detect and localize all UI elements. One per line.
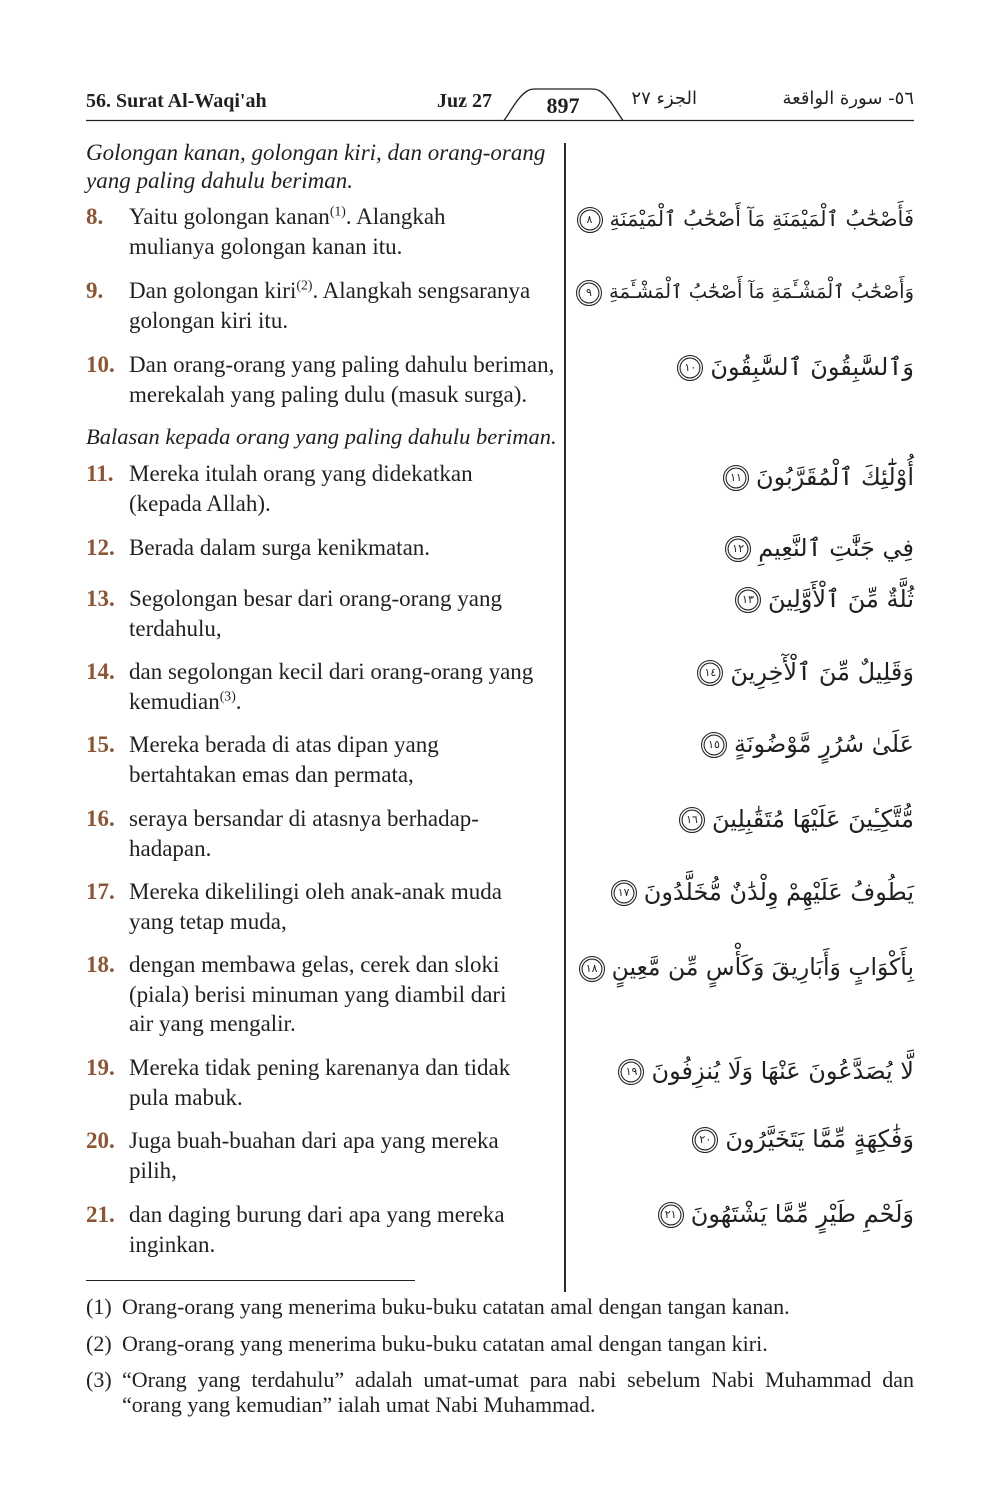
translation-line bbox=[129, 687, 558, 717]
translation-line: hadapan. bbox=[129, 835, 212, 861]
translation-line bbox=[129, 202, 558, 232]
translation bbox=[129, 1200, 558, 1259]
ayah-end-marker: ١٧ bbox=[611, 880, 637, 906]
footnote-text bbox=[122, 1294, 914, 1319]
footnote-1 bbox=[86, 1294, 914, 1319]
arabic-text: عَلَىٰ سُرُرٍ مَّوْضُونَةٍ bbox=[733, 730, 914, 758]
section-heading-line: yang paling dahulu beriman. bbox=[86, 168, 354, 193]
verse-12 bbox=[86, 533, 558, 563]
footnote-text bbox=[122, 1367, 914, 1417]
ayah-end-marker: ٩ bbox=[576, 280, 602, 306]
translation bbox=[129, 950, 558, 1039]
translation-text: . Alangkah sengsaranya bbox=[312, 278, 531, 303]
arabic-verse-11 bbox=[574, 459, 914, 495]
ayah-end-marker: ١٣ bbox=[735, 587, 761, 613]
arabic-verse-9 bbox=[574, 274, 914, 310]
arabic-text: فَأَصْحَٰبُ ٱلْمَيْمَنَةِ مَآ أَصْحَٰبُ ٱلْمَيْمَنَةِ bbox=[609, 207, 914, 231]
verse-number: 14. bbox=[86, 659, 115, 684]
translation-line: Segolongan besar dari orang-orang yang bbox=[129, 586, 502, 611]
arabic-text: وَقَلِيلٌ مِّنَ ٱلْأٓخِرِينَ bbox=[730, 658, 914, 686]
arabic-verse-10 bbox=[574, 349, 914, 385]
verse-13 bbox=[86, 584, 558, 641]
arabic-text: وَأَصْحَٰبُ ٱلْمَشْـَٔمَةِ مَآ أَصْحَٰبُ ٱلْمَشْـَٔمَةِ bbox=[609, 280, 914, 303]
arabic-verse-21 bbox=[574, 1196, 914, 1232]
arabic-text: فِي جَنَّٰتِ ٱلنَّعِيمِ bbox=[758, 534, 914, 562]
ayah-end-marker: ١٨ bbox=[579, 956, 605, 982]
page-number-tab bbox=[504, 89, 623, 121]
translation bbox=[129, 804, 558, 863]
translation-line: dan daging burung dari apa yang mereka bbox=[129, 1202, 505, 1227]
arabic-text: وَٱلسَّٰبِقُونَ ٱلسَّٰبِقُونَ bbox=[710, 353, 914, 381]
translation-line: dan segolongan kecil dari orang-orang yang bbox=[129, 659, 534, 684]
arabic-text: ثُلَّةٌ مِّنَ ٱلْأَوَّلِينَ bbox=[767, 585, 914, 613]
verse-10 bbox=[86, 350, 558, 407]
translation bbox=[129, 533, 558, 563]
translation-line: pula mabuk. bbox=[129, 1084, 243, 1110]
translation bbox=[129, 202, 558, 261]
verse-21 bbox=[86, 1200, 558, 1257]
arabic-verse-12 bbox=[574, 530, 914, 566]
translation-line: bertahtakan emas dan permata, bbox=[129, 761, 414, 787]
verse-9 bbox=[86, 276, 558, 333]
arabic-verse-20 bbox=[574, 1121, 914, 1157]
translation bbox=[129, 584, 558, 643]
arabic-text: لَّا يُصَدَّعُونَ عَنْهَا وَلَا يُنزِفُونَ bbox=[651, 1057, 914, 1085]
translation-line: pilih, bbox=[129, 1157, 177, 1183]
ayah-end-marker: ٢١ bbox=[658, 1202, 684, 1228]
arabic-verse-15 bbox=[574, 726, 914, 762]
section-heading-line: Balasan kepada orang yang paling dahulu beriman. bbox=[86, 424, 557, 449]
translation-line: air yang mengalir. bbox=[129, 1011, 296, 1036]
translation-line: Dan orang-orang yang paling dahulu beriman, bbox=[129, 352, 555, 377]
verse-number: 16. bbox=[86, 806, 115, 831]
arabic-verse-17 bbox=[574, 874, 914, 910]
footnote-ref: (2) bbox=[296, 277, 313, 293]
translation bbox=[129, 730, 558, 789]
translation-text: Dan golongan kiri bbox=[129, 278, 297, 303]
page-number: 897 bbox=[546, 93, 580, 118]
arabic-verse-16 bbox=[574, 801, 914, 837]
verse-14 bbox=[86, 657, 558, 714]
footnote-marker: (3) bbox=[86, 1367, 112, 1392]
verse-number: 12. bbox=[86, 535, 115, 560]
verse-16 bbox=[86, 804, 558, 861]
arabic-text: أُوْلَٰٓئِكَ ٱلْمُقَرَّبُونَ bbox=[755, 463, 914, 491]
arabic-verse-19 bbox=[574, 1053, 914, 1089]
translation-line: mulianya golongan kanan itu. bbox=[129, 233, 403, 259]
section-heading bbox=[86, 423, 558, 451]
arabic-verse-8 bbox=[574, 201, 914, 237]
translation-line bbox=[129, 276, 558, 306]
footnote-2 bbox=[86, 1331, 914, 1356]
verse-number: 11. bbox=[86, 461, 114, 486]
footnote-marker: (2) bbox=[86, 1331, 112, 1356]
translation-line: Berada dalam surga kenikmatan. bbox=[129, 535, 431, 560]
footnote-line: “orang yang kemudian” ialah umat Nabi Muhammad. bbox=[122, 1392, 596, 1417]
ayah-end-marker: ١٩ bbox=[618, 1059, 644, 1085]
verse-number: 15. bbox=[86, 732, 115, 757]
translation-line: dengan membawa gelas, cerek dan sloki bbox=[129, 952, 500, 977]
arabic-verse-13 bbox=[574, 581, 914, 617]
footnote-line: “Orang yang terdahulu” adalah umat-umat para nabi sebelum Nabi Muhammad dan bbox=[122, 1367, 914, 1392]
verse-17 bbox=[86, 877, 558, 934]
arabic-text: وَلَحْمِ طَيْرٍ مِّمَّا يَشْتَهُونَ bbox=[690, 1200, 914, 1228]
verse-number: 21. bbox=[86, 1202, 115, 1227]
section-heading-line: Golongan kanan, golongan kiri, dan orang-orang bbox=[86, 140, 546, 165]
ayah-end-marker: ٢٠ bbox=[692, 1127, 718, 1153]
translation-line: Mereka itulah orang yang didekatkan bbox=[129, 461, 473, 486]
verse-15 bbox=[86, 730, 558, 787]
ayah-end-marker: ١٤ bbox=[697, 660, 723, 686]
verse-number: 17. bbox=[86, 879, 115, 904]
footnote-3 bbox=[86, 1367, 914, 1417]
ayah-end-marker: ٨ bbox=[577, 207, 603, 233]
verse-18 bbox=[86, 950, 558, 1036]
translation-line: merekalah yang paling dulu (masuk surga). bbox=[129, 381, 528, 407]
ayah-end-marker: ١٦ bbox=[679, 807, 705, 833]
section-heading bbox=[86, 139, 558, 195]
translation-text: . Alangkah bbox=[345, 204, 446, 229]
footnote-line: Orang-orang yang menerima buku-buku catatan amal dengan tangan kanan. bbox=[122, 1294, 790, 1319]
surah-title-latin: 56. Surat Al-Waqi'ah bbox=[86, 90, 267, 112]
surah-title-arabic: ٥٦- سورة الواقعة bbox=[782, 88, 914, 109]
arabic-text: وَفَٰكِهَةٍ مِّمَّا يَتَخَيَّرُونَ bbox=[725, 1125, 914, 1153]
translation-line: (kepada Allah). bbox=[129, 490, 271, 516]
translation-text: kemudian bbox=[129, 688, 220, 714]
translation-line: (piala) berisi minuman yang diambil dari bbox=[129, 981, 507, 1007]
translation-text: Yaitu golongan kanan bbox=[129, 204, 330, 229]
footnote-marker: (1) bbox=[86, 1294, 112, 1319]
translation-line: Juga buah-buahan dari apa yang mereka bbox=[129, 1128, 499, 1153]
ayah-end-marker: ١١ bbox=[723, 465, 749, 491]
translation bbox=[129, 877, 558, 936]
translation-line: seraya bersandar di atasnya berhadap- bbox=[129, 806, 479, 831]
translation-line: inginkan. bbox=[129, 1231, 216, 1257]
verse-number: 8. bbox=[86, 204, 104, 229]
arabic-verse-14 bbox=[574, 654, 914, 690]
translation bbox=[129, 1126, 558, 1185]
column-divider bbox=[564, 143, 566, 1292]
arabic-verse-18 bbox=[574, 949, 914, 985]
translation-line: yang tetap muda, bbox=[129, 908, 287, 934]
verse-20 bbox=[86, 1126, 558, 1183]
translation-text: . bbox=[235, 688, 242, 714]
ayah-end-marker: ١٠ bbox=[677, 355, 703, 381]
footnote-text bbox=[122, 1331, 914, 1356]
translation bbox=[129, 276, 558, 335]
translation-line: golongan kiri itu. bbox=[129, 307, 289, 333]
arabic-text: بِأَكْوَابٍ وَأَبَارِيقَ وَكَأْسٍ مِّن مَّعِينٍ bbox=[611, 953, 914, 981]
verse-19 bbox=[86, 1053, 558, 1110]
ayah-end-marker: ١٢ bbox=[725, 536, 751, 562]
verse-11 bbox=[86, 459, 558, 516]
juz-label-arabic: الجزء ٢٧ bbox=[631, 88, 697, 109]
arabic-text: مُّتَّكِـِٔينَ عَلَيْهَا مُتَقَٰبِلِينَ bbox=[712, 805, 914, 833]
verse-8 bbox=[86, 202, 558, 259]
verse-number: 20. bbox=[86, 1128, 115, 1153]
translation-line: Mereka berada di atas dipan yang bbox=[129, 732, 439, 757]
verse-number: 10. bbox=[86, 352, 115, 377]
footnote-ref: (3) bbox=[219, 688, 236, 704]
juz-label: Juz 27 bbox=[437, 90, 492, 112]
ayah-end-marker: ١٥ bbox=[701, 732, 727, 758]
verse-number: 19. bbox=[86, 1055, 115, 1080]
translation-line: Mereka dikelilingi oleh anak-anak muda bbox=[129, 879, 502, 904]
translation bbox=[129, 1053, 558, 1112]
translation bbox=[129, 350, 558, 409]
verse-number: 9. bbox=[86, 278, 104, 303]
footnote-ref: (1) bbox=[329, 203, 346, 219]
arabic-text: يَطُوفُ عَلَيْهِمْ وِلْدَٰنٌ مُّخَلَّدُونَ bbox=[643, 878, 914, 906]
verse-number: 13. bbox=[86, 586, 115, 611]
translation-line: terdahulu, bbox=[129, 615, 222, 641]
footnote-line: Orang-orang yang menerima buku-buku catatan amal dengan tangan kiri. bbox=[122, 1331, 768, 1356]
header-rule bbox=[0, 80, 1000, 130]
translation bbox=[129, 459, 558, 518]
translation-line: Mereka tidak pening karenanya dan tidak bbox=[129, 1055, 511, 1080]
verse-number: 18. bbox=[86, 952, 115, 977]
footnote-rule bbox=[86, 1280, 415, 1281]
translation bbox=[129, 657, 558, 716]
